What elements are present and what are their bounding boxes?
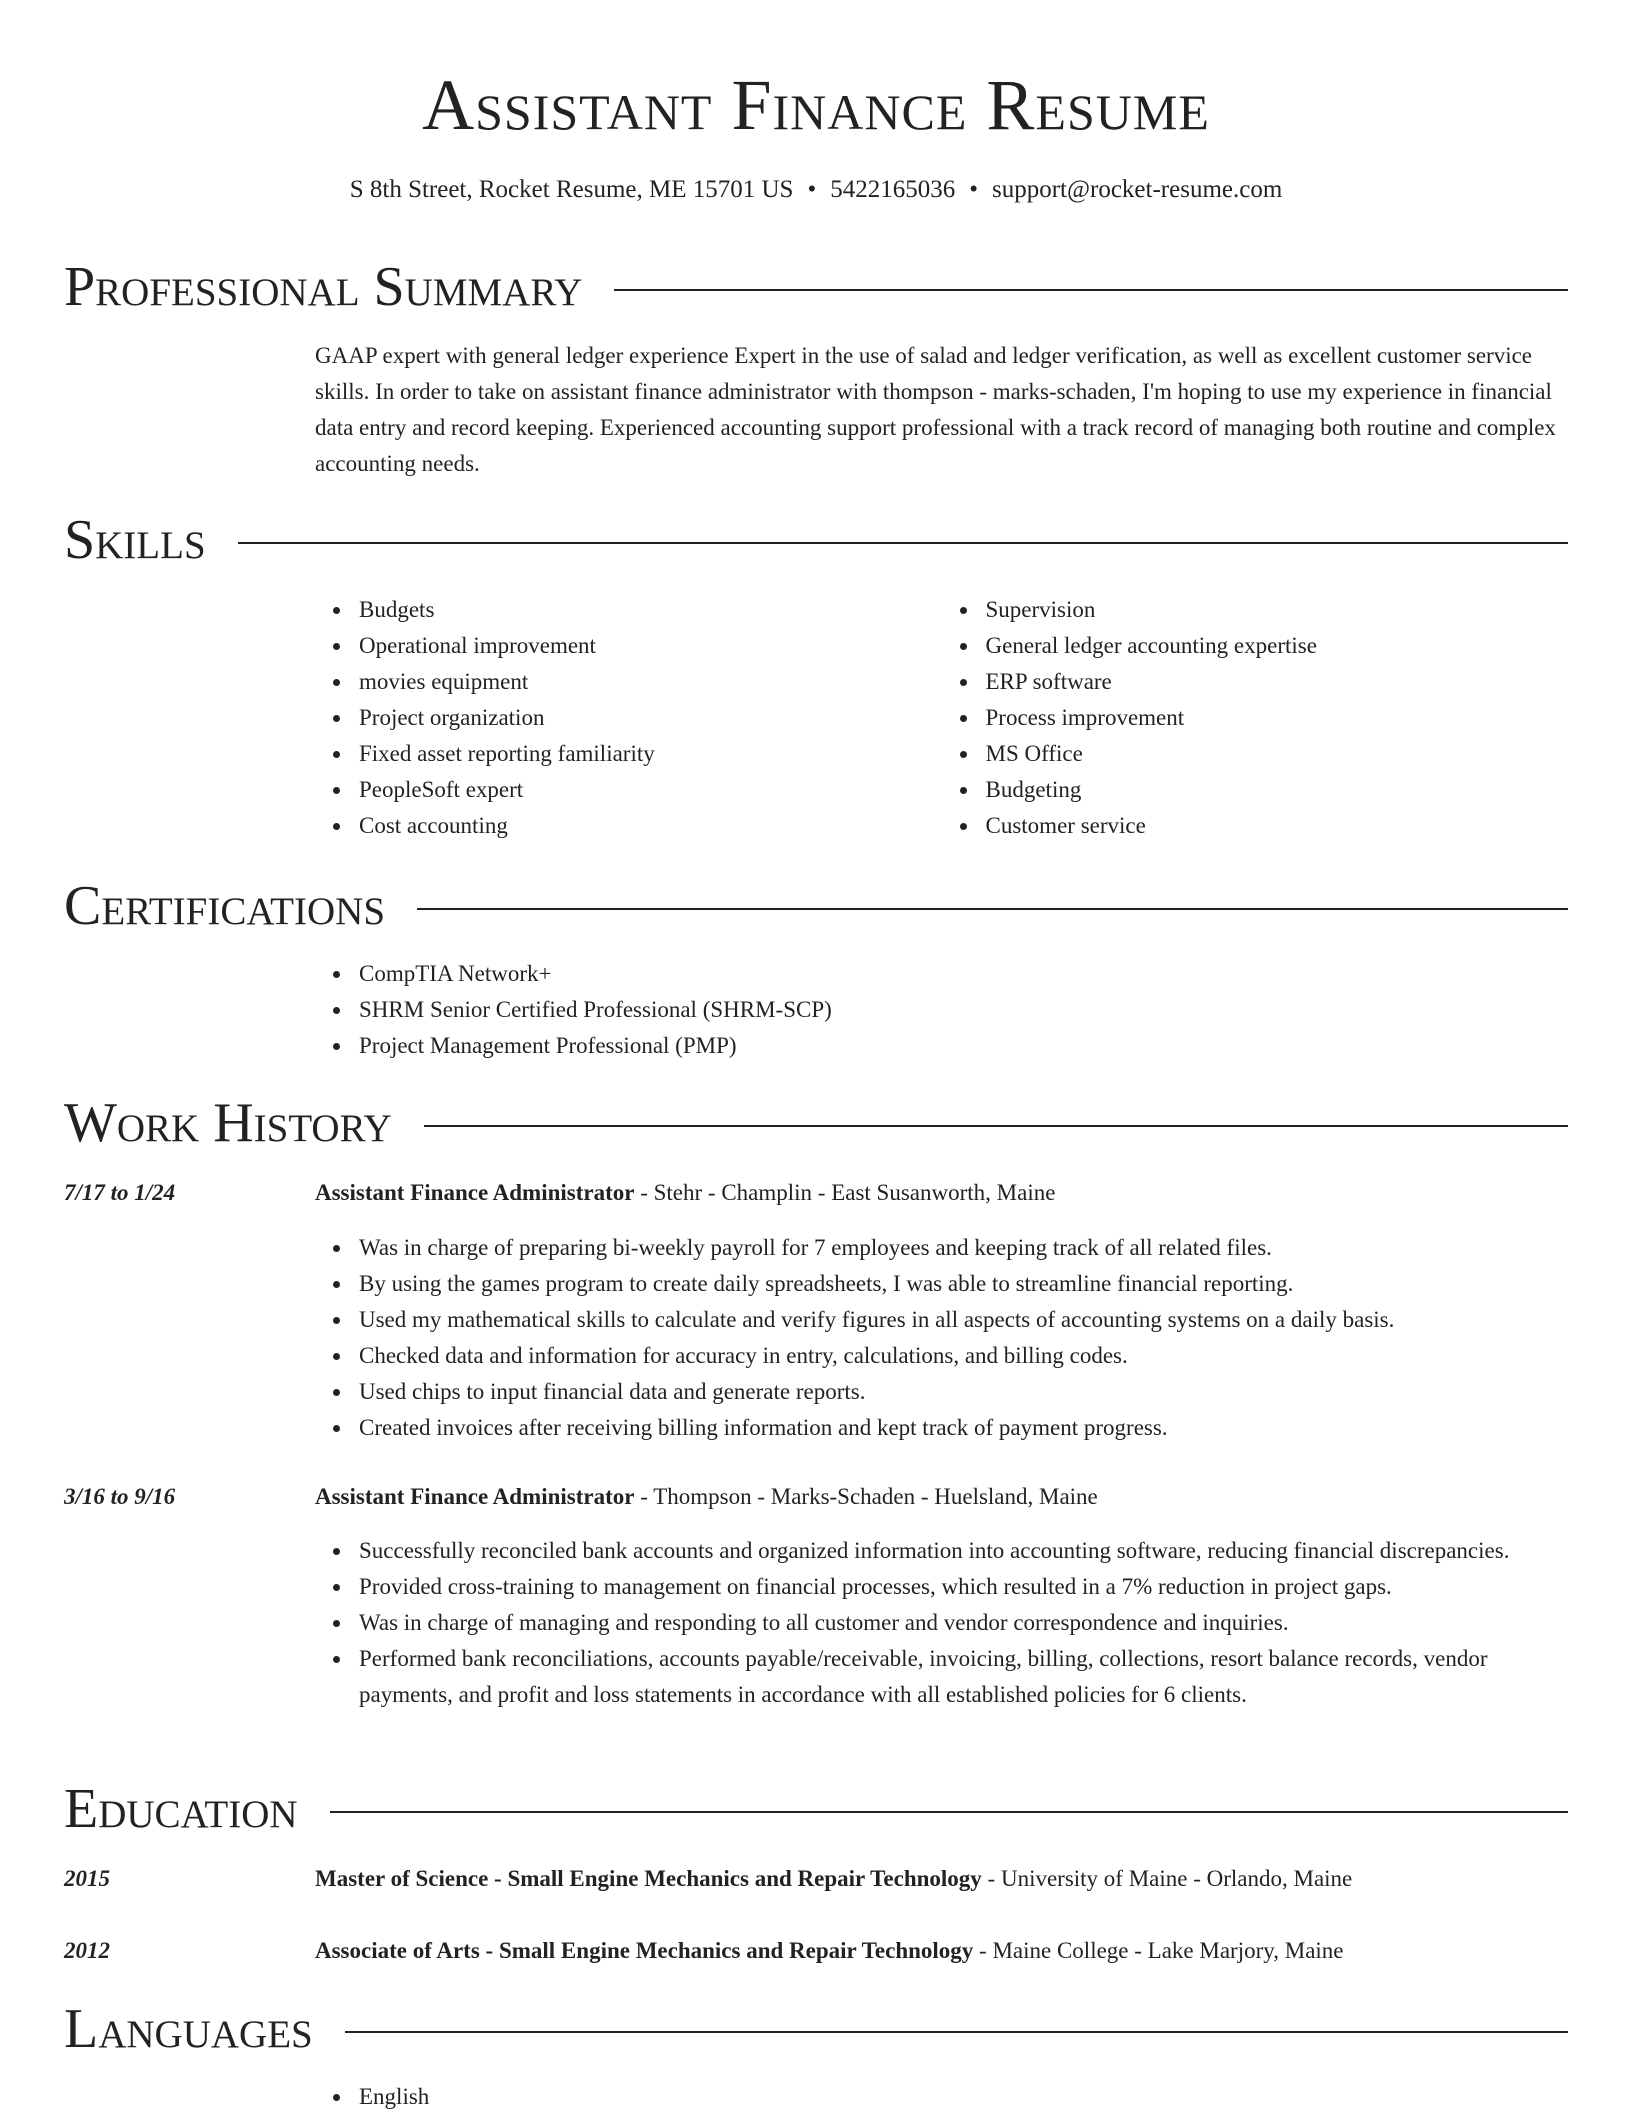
section-title-certifications: Certifications — [64, 875, 386, 937]
contact-email: support@rocket-resume.com — [991, 176, 1283, 203]
section-header-summary — [64, 257, 1568, 317]
contact-separator: • — [807, 176, 817, 203]
education-year: 2012 — [64, 1938, 110, 1963]
education-line — [315, 1862, 1568, 1896]
languages-block — [315, 2079, 1568, 2115]
skill-item: MS Office — [986, 736, 1569, 772]
certifications-block — [315, 956, 1568, 1064]
education-school: - University of Maine - Orlando, Maine — [981, 1866, 1353, 1891]
section-header-education — [64, 1779, 1568, 1839]
job-role: Assistant Finance Administrator — [315, 1484, 635, 1509]
skill-item: Fixed asset reporting familiarity — [359, 736, 942, 772]
section-header-certifications — [64, 876, 1568, 936]
certification-item: CompTIA Network+ — [359, 956, 1568, 992]
contact-separator: • — [969, 176, 978, 203]
job-title-line — [315, 1480, 1568, 1514]
job-bullets-block — [315, 1230, 1568, 1446]
skill-item: Operational improvement — [359, 628, 942, 664]
skill-item: PeopleSoft expert — [359, 772, 942, 808]
certifications-list — [315, 956, 1568, 1064]
section-title-education: Education — [64, 1778, 298, 1840]
section-title-skills: Skills — [64, 509, 206, 571]
job-dates: 3/16 to 9/16 — [64, 1484, 176, 1509]
section-divider — [345, 2031, 1568, 2033]
contact-phone: 5422165036 — [830, 176, 956, 203]
summary-block — [315, 338, 1568, 482]
skill-item: Cost accounting — [359, 808, 942, 844]
skill-item: Supervision — [986, 592, 1569, 628]
section-header-languages — [64, 1999, 1568, 2059]
certification-item: SHRM Senior Certified Professional (SHRM-SCP) — [359, 992, 1568, 1028]
section-header-work-history — [64, 1093, 1568, 1153]
section-title-work-history: Work History — [64, 1092, 392, 1154]
skill-item: Process improvement — [986, 700, 1569, 736]
skill-item: Customer service — [986, 808, 1569, 844]
job-bullet: Checked data and information for accuracy in entry, calculations, and billing codes. — [359, 1338, 1568, 1374]
section-divider — [330, 1811, 1568, 1813]
job-bullets — [315, 1533, 1568, 1713]
job-bullet: Provided cross-training to management on financial processes, which resulted in a 7% reduction in project gaps. — [359, 1569, 1568, 1605]
summary-text: GAAP expert with general ledger experience Expert in the use of salad and ledger verification, as well as excellent customer service skills. In order to take on assistant finance administrator with thompson - marks-schaden, I'm hoping to use my experience in financial data entry and record keeping. Experienced accounting support professional with a track record of managing both routine and complex accounting needs. — [315, 343, 1556, 476]
section-divider — [417, 908, 1568, 910]
job-bullet: Performed bank reconciliations, accounts payable/receivable, invoicing, billing, collections, resort balance records, vendor payments, and profit and loss statements in accordance with all established policies for 6 clients. — [359, 1641, 1568, 1713]
job-dates: 7/17 to 1/24 — [64, 1180, 176, 1205]
job-bullets — [315, 1230, 1568, 1446]
education-year: 2015 — [64, 1866, 110, 1891]
education-degree: Associate of Arts - Small Engine Mechanics and Repair Technology — [315, 1938, 974, 1963]
skill-item: ERP software — [986, 664, 1569, 700]
skills-block — [315, 592, 1568, 844]
job-bullet: Created invoices after receiving billing information and kept track of payment progress. — [359, 1410, 1568, 1446]
section-title-languages: Languages — [64, 1998, 313, 2060]
job-role: Assistant Finance Administrator — [315, 1180, 635, 1205]
section-divider — [424, 1125, 1568, 1127]
languages-list — [315, 2079, 1568, 2115]
skill-item: Budgets — [359, 592, 942, 628]
skills-list-right — [942, 592, 1569, 844]
skill-item: movies equipment — [359, 664, 942, 700]
education-degree: Master of Science - Small Engine Mechanics and Repair Technology — [315, 1866, 982, 1891]
skills-list-left — [315, 592, 942, 844]
job-bullet: Was in charge of preparing bi-weekly payroll for 7 employees and keeping track of all related files. — [359, 1230, 1568, 1266]
section-divider — [614, 289, 1568, 291]
job-bullet: Used my mathematical skills to calculate and verify figures in all aspects of accounting systems on a daily basis. — [359, 1302, 1568, 1338]
section-header-skills — [64, 510, 1568, 570]
language-item: English — [359, 2079, 1568, 2115]
job-bullet: Was in charge of managing and responding to all customer and vendor correspondence and inquiries. — [359, 1605, 1568, 1641]
certification-item: Project Management Professional (PMP) — [359, 1028, 1568, 1064]
education-school: - Maine College - Lake Marjory, Maine — [973, 1938, 1344, 1963]
job-title-line — [315, 1176, 1568, 1210]
skill-item: Budgeting — [986, 772, 1569, 808]
job-employer: - Stehr - Champlin - East Susanworth, Maine — [634, 1180, 1056, 1205]
skill-item: Project organization — [359, 700, 942, 736]
skill-item: General ledger accounting expertise — [986, 628, 1569, 664]
contact-address: S 8th Street, Rocket Resume, ME 15701 US — [349, 176, 794, 203]
education-line — [315, 1934, 1568, 1968]
job-bullet: Successfully reconciled bank accounts and organized information into accounting software, reducing financial discrepancies. — [359, 1533, 1568, 1569]
job-bullets-block — [315, 1533, 1568, 1713]
contact-line — [64, 173, 1568, 207]
section-title-summary: Professional Summary — [64, 256, 583, 318]
job-bullet: Used chips to input financial data and generate reports. — [359, 1374, 1568, 1410]
resume-title: Assistant Finance Resume — [422, 65, 1210, 145]
job-bullet: By using the games program to create daily spreadsheets, I was able to streamline financial reporting. — [359, 1266, 1568, 1302]
job-employer: - Thompson - Marks-Schaden - Huelsland, Maine — [634, 1484, 1098, 1509]
section-divider — [238, 542, 1568, 544]
